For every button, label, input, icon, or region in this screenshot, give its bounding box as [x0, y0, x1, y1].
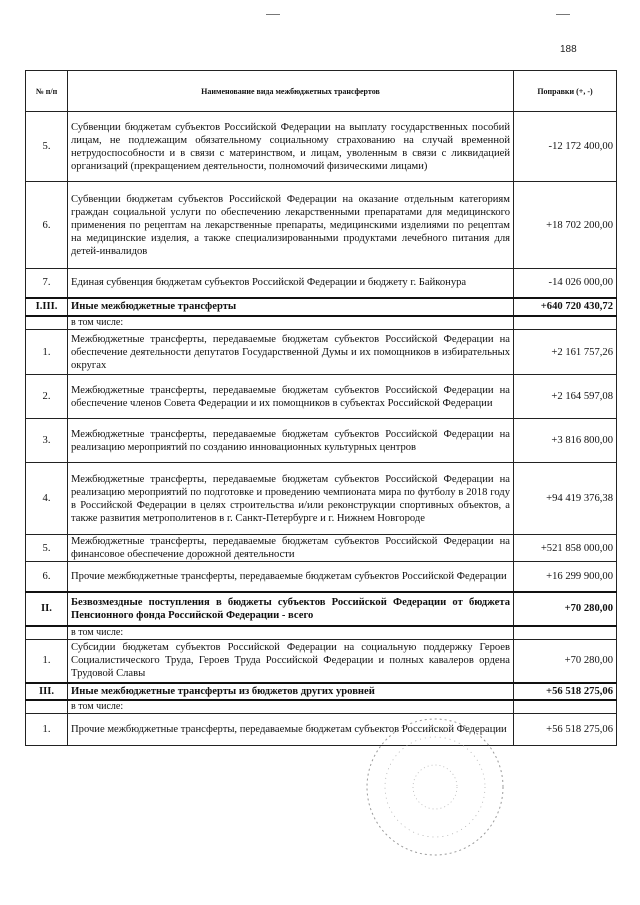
- row-number: 2.: [26, 375, 68, 419]
- row-transfer-name: в том числе:: [68, 700, 514, 714]
- row-amount: +3 816 800,00: [514, 419, 617, 463]
- page-number: 188: [560, 44, 577, 55]
- row-transfer-name: Субвенции бюджетам субъектов Российской Федерации на оказание отдельным категориям граждан социальной услуги по обеспечению лекарственными препаратами для медицинского применения по рецептам на лекарственные препараты, медицинскими изделиями по рецептам на медицинские изделия, а также специализированными продуктами лечебного питания для детей-инвалидов: [68, 182, 514, 269]
- table-row: [26, 269, 617, 298]
- scan-mark-right: [556, 14, 570, 15]
- header-amount: Поправки (+, -): [514, 71, 617, 112]
- row-number: 7.: [26, 269, 68, 298]
- table-row: [26, 714, 617, 746]
- header-name: Наименование вида межбюджетных трансфертов: [68, 71, 514, 112]
- table-header-row: [26, 71, 617, 112]
- row-amount: [514, 316, 617, 330]
- row-transfer-name: в том числе:: [68, 626, 514, 640]
- table-row: [26, 463, 617, 535]
- subheading-row: [26, 626, 617, 640]
- row-amount: -12 172 400,00: [514, 112, 617, 182]
- row-transfer-name: Иные межбюджетные трансферты из бюджетов других уровней: [68, 683, 514, 700]
- row-transfer-name: Субвенции бюджетам субъектов Российской Федерации на выплату государственных пособий лицам, не подлежащим обязательному социальному страхованию на случай временной нетрудоспособности и в связи с материнством, и лицам, уволенным в связи с ликвидацией организаций (прекращением деятельности, полномочий физическими лицами): [68, 112, 514, 182]
- row-number: III.: [26, 683, 68, 700]
- row-transfer-name: Единая субвенция бюджетам субъектов Российской Федерации и бюджету г. Байконура: [68, 269, 514, 298]
- row-number: 6.: [26, 182, 68, 269]
- row-amount: +94 419 376,38: [514, 463, 617, 535]
- table-row: [26, 640, 617, 683]
- row-transfer-name: Межбюджетные трансферты, передаваемые бюджетам субъектов Российской Федерации на реализацию мероприятий по подготовке и проведению чемпионата мира по футболу в 2018 году в Российской Федерации в целях строительства и/или реконструкции спортивных объектов, а также развития метрополитенов в г. Санкт-Петербурге и г. Нижнем Новгороде: [68, 463, 514, 535]
- row-amount: +640 720 430,72: [514, 298, 617, 316]
- row-transfer-name: Межбюджетные трансферты, передаваемые бюджетам субъектов Российской Федерации на обеспечение членов Совета Федерации и их помощников в субъектах Российской Федерации: [68, 375, 514, 419]
- row-number: 5.: [26, 535, 68, 562]
- scan-mark-left: [266, 14, 280, 15]
- row-transfer-name: Субсидии бюджетам субъектов Российской Федерации на социальную поддержку Героев Социалистического Труда, Героев Труда Российской Федерации и полных кавалеров ордена Трудовой Славы: [68, 640, 514, 683]
- section-row: [26, 298, 617, 316]
- section-row: [26, 683, 617, 700]
- row-number: 6.: [26, 562, 68, 592]
- row-amount: +56 518 275,06: [514, 714, 617, 746]
- row-transfer-name: в том числе:: [68, 316, 514, 330]
- table-row: [26, 375, 617, 419]
- row-number: II.: [26, 592, 68, 626]
- row-amount: +2 164 597,08: [514, 375, 617, 419]
- row-amount: +2 161 757,26: [514, 330, 617, 375]
- table-row: [26, 419, 617, 463]
- transfers-table: [25, 70, 617, 746]
- table-row: [26, 330, 617, 375]
- row-amount: +521 858 000,00: [514, 535, 617, 562]
- row-amount: +70 280,00: [514, 592, 617, 626]
- row-amount: +56 518 275,06: [514, 683, 617, 700]
- row-amount: +70 280,00: [514, 640, 617, 683]
- row-number: I.III.: [26, 298, 68, 316]
- row-amount: [514, 700, 617, 714]
- row-transfer-name: Прочие межбюджетные трансферты, передаваемые бюджетам субъектов Российской Федерации: [68, 562, 514, 592]
- table-row: [26, 112, 617, 182]
- table-row: [26, 562, 617, 592]
- row-number: [26, 700, 68, 714]
- row-transfer-name: Иные межбюджетные трансферты: [68, 298, 514, 316]
- subheading-row: [26, 700, 617, 714]
- row-transfer-name: Безвозмездные поступления в бюджеты субъектов Российской Федерации от бюджета Пенсионного фонда Российской Федерации - всего: [68, 592, 514, 626]
- row-transfer-name: Межбюджетные трансферты, передаваемые бюджетам субъектов Российской Федерации на финансовое обеспечение дорожной деятельности: [68, 535, 514, 562]
- row-amount: +18 702 200,00: [514, 182, 617, 269]
- subheading-row: [26, 316, 617, 330]
- row-amount: [514, 626, 617, 640]
- row-amount: +16 299 900,00: [514, 562, 617, 592]
- table-body: [26, 112, 617, 746]
- section-row: [26, 592, 617, 626]
- row-transfer-name: Межбюджетные трансферты, передаваемые бюджетам субъектов Российской Федерации на обеспечение деятельности депутатов Государственной Думы и их помощников в избирательных округах: [68, 330, 514, 375]
- header-num: № п/п: [26, 71, 68, 112]
- row-number: 5.: [26, 112, 68, 182]
- row-number: [26, 626, 68, 640]
- table-row: [26, 535, 617, 562]
- row-number: 1.: [26, 640, 68, 683]
- row-transfer-name: Прочие межбюджетные трансферты, передаваемые бюджетам субъектов Российской Федерации: [68, 714, 514, 746]
- row-number: 3.: [26, 419, 68, 463]
- table-row: [26, 182, 617, 269]
- row-number: 1.: [26, 330, 68, 375]
- row-number: 4.: [26, 463, 68, 535]
- row-amount: -14 026 000,00: [514, 269, 617, 298]
- row-transfer-name: Межбюджетные трансферты, передаваемые бюджетам субъектов Российской Федерации на реализацию мероприятий по созданию инновационных культурных центров: [68, 419, 514, 463]
- row-number: 1.: [26, 714, 68, 746]
- row-number: [26, 316, 68, 330]
